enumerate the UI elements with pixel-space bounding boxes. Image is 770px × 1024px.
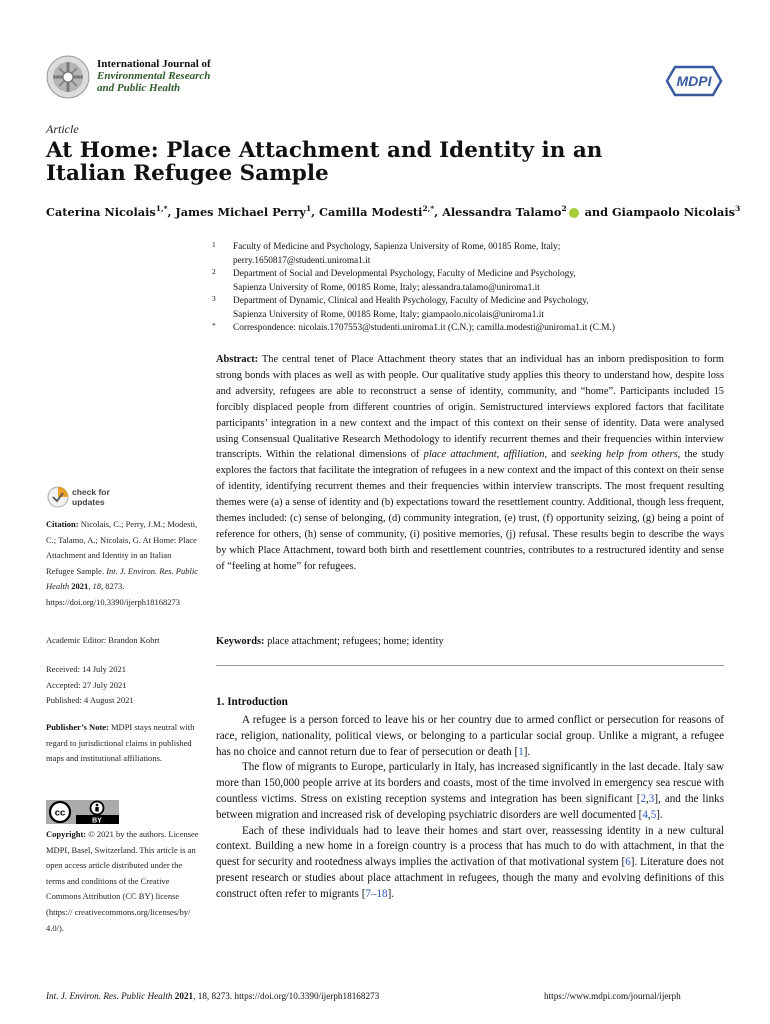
citation-link[interactable]: 2 (640, 792, 646, 805)
affiliation-line: Department of Dynamic, Clinical and Health Psychology, Faculty of Medicine and Psychology, (233, 296, 589, 306)
paragraph-text: , (646, 792, 649, 805)
paragraph-text: ], and the links between migration and increased risk of developing psychiatric disorders are well documented [ (216, 792, 725, 821)
abstract-emphasis: place attachment (423, 449, 497, 461)
citation-text: , 8273. https://doi.org/10.3390/ijerph18168273 (46, 581, 180, 607)
journal-logo-icon (46, 55, 90, 99)
cc-icon: cc (54, 807, 66, 819)
abstract-text: The central tenet of Place Attachment theory states that an individual has an inborn predisposition to form strong bonds with places as well as with people. Our qualitative study applies this theory to understand how, despite loss and adversity, refugees are able to reconstruct a sense of identity, community, and “home”. Participants included 15 forcibly displaced people from different countries of origin. Semistructured interviews explored factors that facilitate participants’ integration in a new context and the impact of this context on their sense of identity. Data were analysed using Consensual Qualitative Research Methodology to identify recurrent themes and their frequencies within interview transcripts. Within the relational dimensions of (216, 354, 724, 461)
publisher-note-label: Publisher’s Note: (46, 722, 109, 732)
author-affiliation-mark: 1,* (155, 204, 168, 213)
keywords (216, 636, 724, 647)
received-date: Received: 14 July 2021 (46, 664, 127, 674)
author-separator: , (311, 204, 320, 219)
article-type: Article (46, 122, 79, 136)
publisher-note-text: MDPI stays neutral with regard to jurisdictional claims in published maps and institutional affiliations. (46, 722, 195, 764)
paragraph-text: The flow of migrants to Europe, particularly in Italy, has increased significantly in the last decade. Italy saw more than 150,000 people arrive at its borders and coasts, most of the time involved in emergency sea rescue with countless victims. Stress on existing reception systems and integration has been significant [ (216, 761, 724, 805)
affiliation-line: perry.1650817@studenti.uniroma1.it (233, 256, 371, 266)
by-label: BY (92, 817, 102, 824)
affiliation-line: Faculty of Medicine and Psychology, Sapienza University of Rome, 00185 Rome, Italy; (233, 242, 561, 252)
author-name: Alessandra Talamo (442, 204, 562, 219)
author-name: Giampaolo Nicolais (611, 204, 735, 219)
check-updates-line2: updates (72, 497, 105, 507)
affiliation-number: 3 (212, 294, 216, 303)
paragraph (216, 760, 724, 823)
accepted-date: Accepted: 27 July 2021 (46, 679, 127, 690)
author-name: Camilla Modesti (319, 204, 423, 219)
abstract-text: , (496, 449, 504, 461)
publisher-note (46, 720, 201, 767)
check-updates-line1: check for (72, 487, 110, 497)
journal-name (97, 58, 211, 94)
citation-link[interactable]: 3 (648, 792, 655, 805)
affiliation-line: Sapienza University of Rome, 00185 Rome, Italy; alessandra.talamo@uniroma1.it (233, 283, 540, 293)
abstract-text: , and (544, 449, 571, 461)
introduction-body (216, 713, 724, 903)
journal-name-line2: Environmental Research (97, 70, 211, 82)
cc-by-license-badge[interactable] (46, 800, 119, 824)
footer-citation (46, 991, 379, 1001)
article-title: At Home: Place Attachment and Identity in an Italian Refugee Sample (46, 138, 603, 186)
citation-text: Nicolais, C.; Perry, J.M.; Modesti, C.; Talamo, A.; Nicolais, G. At Home: Place Attachment and Identity in an Italian Refugee Sample. (46, 519, 198, 576)
affiliation-number: 1 (212, 240, 216, 249)
citation-year: 2021 (71, 581, 89, 592)
abstract-label: Abstract: (216, 354, 259, 365)
affiliation-line: Sapienza University of Rome, 00185 Rome, Italy; giampaolo.nicolais@uniroma1.it (233, 310, 544, 320)
paragraph-text: ]. (656, 808, 663, 821)
author-affiliation-mark: 3 (735, 204, 741, 213)
publication-dates (46, 662, 201, 709)
author-affiliation-mark: 2 (561, 204, 567, 213)
mdpi-logo-text: MDPI (676, 73, 712, 89)
paragraph (216, 713, 724, 760)
paragraph-text: , (647, 808, 651, 821)
affiliation-number: 2 (212, 267, 216, 276)
author-affiliation-mark: 2,* (422, 204, 435, 213)
academic-editor: Academic Editor: Brandon Kohrt (46, 635, 160, 645)
citation-text: , (88, 581, 93, 592)
citation (46, 517, 201, 611)
author-name: Caterina Nicolais (46, 204, 156, 219)
author-affiliation-mark: 1 (305, 204, 312, 213)
mdpi-logo-icon (665, 65, 723, 97)
citation-link[interactable]: 7–18 (365, 887, 388, 900)
affiliation-line: Correspondence: nicolais.1707553@studenti.uniroma1.it (C.N.); camilla.modesti@uniroma1.it (C.M.) (233, 323, 615, 333)
published-date: Published: 4 August 2021 (46, 695, 134, 706)
author-separator: , (167, 204, 176, 219)
check-for-updates-badge[interactable] (47, 486, 137, 508)
footer-journal: Int. J. Environ. Res. Public Health (46, 991, 173, 1001)
paragraph-text: ]. Literature does not present research or studies about place attachment in refugees, though the many and evolving definitions of this construct often refer to migrants [ (216, 856, 725, 900)
author-separator: and (580, 204, 612, 219)
copyright-text: © 2021 by the authors. Licensee MDPI, Basel, Switzerland. This article is an open access article distributed under the terms and conditions of the Creative Commons Attribution (CC BY) license (https:// creativecommons.org/licenses/by/ 4.0/). (46, 829, 199, 933)
citation-label: Citation: (46, 519, 79, 529)
copyright-label: Copyright: (46, 829, 87, 839)
section-heading: 1. Introduction (216, 696, 288, 708)
paragraph-text: ]. (387, 887, 395, 900)
abstract-emphasis: seeking help from others (570, 449, 678, 461)
abstract-text: , the study explores the factors that facilitate the integration of refugees in a new context and the impact of this context on their sense of identity, identifying recurrent themes and their frequencies within interview transcripts. The most frequent resulting themes were (a) a sense of identity and (b) expectations toward the resettlement country. Additional, though less frequent, themes included: (c) sense of belonging, (d) community integration, (e) trust, (f) opportunity seizing, (g) being a point of reference for others, (h) sense of community, (i) positive memories, (j) refusal. These results begin to describe the ways by which Place Attachment, toward both birth and resettlement countries, contributes to a restructured identity and sense of “feeling at home” for refugees. (216, 449, 724, 572)
keywords-text: place attachment; refugees; home; identity (264, 636, 444, 647)
author-list (46, 204, 741, 219)
citation-volume: 18 (92, 581, 102, 592)
author-separator: , (434, 204, 443, 219)
affiliation-line: Department of Social and Developmental Psychology, Faculty of Medicine and Psychology, (233, 269, 576, 279)
abstract-emphasis: affiliation (503, 449, 545, 461)
affiliation-number: * (212, 321, 216, 330)
journal-name-line1: International Journal of (97, 58, 211, 70)
footer-journal-url[interactable]: https://www.mdpi.com/journal/ijerph (544, 991, 681, 1001)
citation-link[interactable]: 1 (518, 745, 524, 758)
paragraph (216, 824, 724, 903)
citation-link[interactable]: 5 (650, 808, 657, 821)
copyright (46, 827, 201, 936)
citation-link[interactable]: 4 (642, 808, 648, 821)
keywords-label: Keywords: (216, 636, 265, 647)
paragraph-text: A refugee is a person forced to leave his or her country due to armed conflict or persecution for reasons of race, religion, nationality, political views, or belonging to a particular social group. Unlike a migrant, a refugee has no choice and cannot return due to fear of persecution or death [ (216, 714, 724, 758)
orcid-icon[interactable] (569, 208, 579, 218)
citation-journal: Int. J. Environ. Res. Public Health (46, 565, 198, 592)
footer-doi: , 18, 8273. https://doi.org/10.3390/ijerph18168273 (193, 991, 380, 1001)
citation-link[interactable]: 6 (625, 856, 631, 869)
divider (216, 665, 724, 666)
footer-year: 2021 (172, 991, 194, 1001)
journal-name-line3: and Public Health (97, 82, 181, 94)
author-name: James Michael Perry (175, 204, 306, 219)
abstract (216, 352, 724, 575)
paragraph-text: ]. (523, 745, 531, 758)
paragraph-text: Each of these individuals had to leave their homes and start over, reassessing identity in a new cultural context. Building a new home in a foreign country is a process that has much to do with attachment, in that the quest for security and rootedness always implies the activation of that motivational system [ (216, 824, 724, 869)
